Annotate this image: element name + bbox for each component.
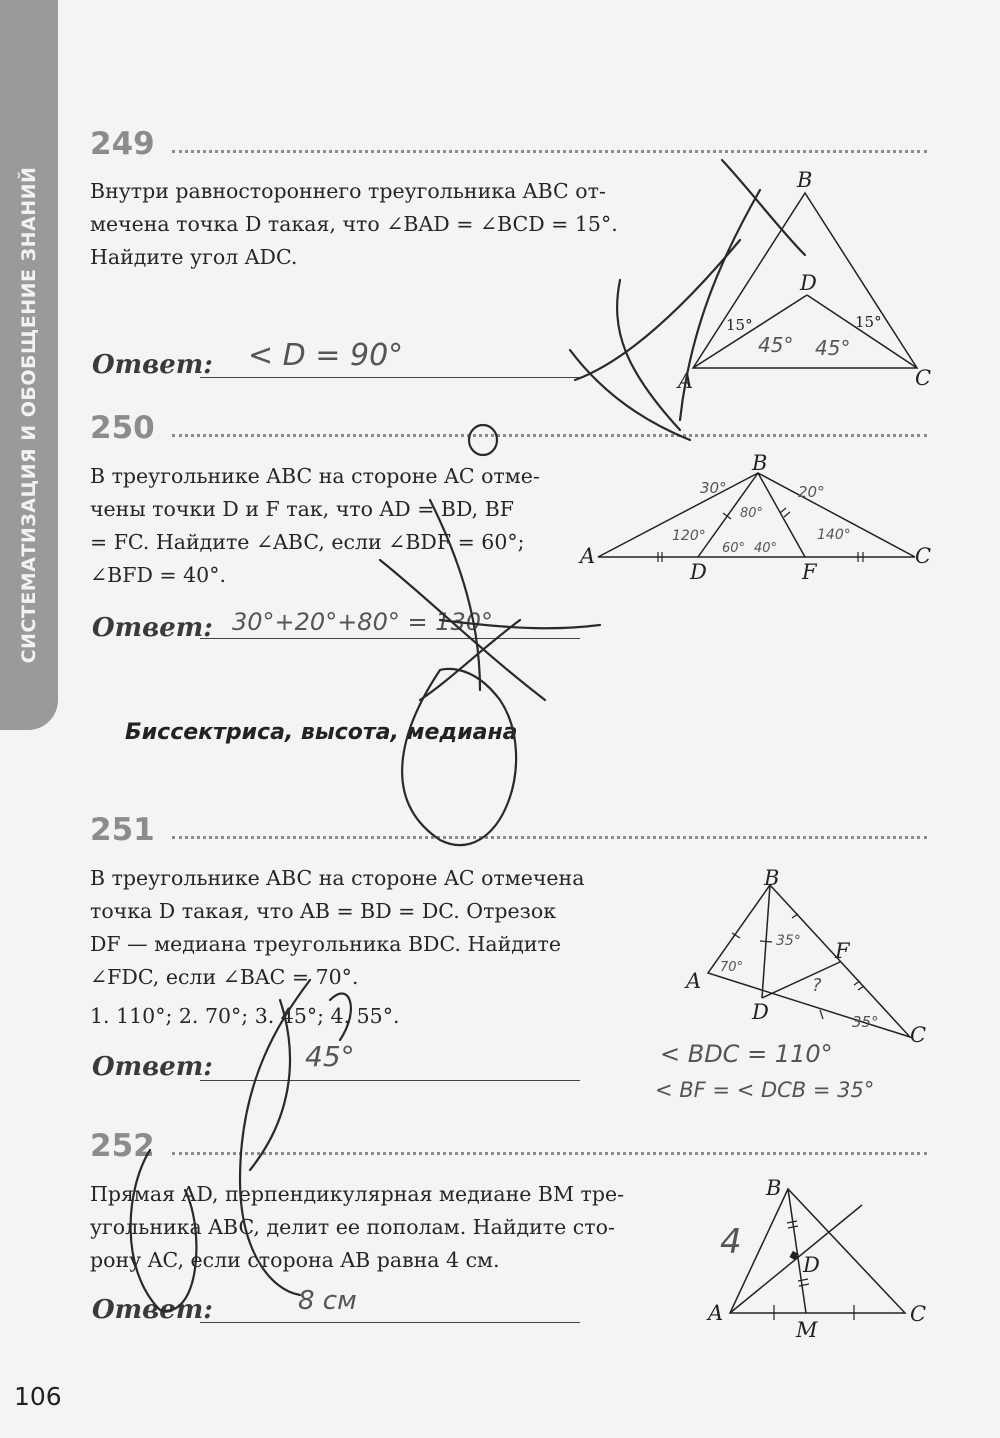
handwritten-mark: 40° (754, 541, 778, 556)
page-number: 106 (14, 1382, 62, 1411)
handwritten-note: < BF = < DCB = 35° (655, 1078, 875, 1102)
handwritten-mark: 120° (672, 528, 706, 544)
handwritten-mark: 30° (700, 479, 727, 497)
handwritten-answer: 45° (305, 1040, 355, 1073)
text-line: угольника ABC, делит ее пополам. Найдите сто- (90, 1215, 615, 1239)
vertex-label: A (686, 969, 702, 993)
text-line: чены точки D и F так, что AD = BD, BF (90, 497, 514, 521)
side-tab-label: СИСТЕМАТИЗАЦИЯ И ОБОБЩЕНИЕ ЗНАНИЙ (18, 166, 40, 664)
handwritten-mark: 35° (852, 1013, 879, 1031)
text-line: точка D такая, что AB = BD = DC. Отрезок (90, 899, 557, 923)
text-line: ∠BFD = 40°. (90, 563, 226, 587)
vertex-label: D (800, 271, 817, 295)
vertex-label: D (803, 1253, 820, 1277)
vertex-label: B (766, 1176, 782, 1200)
problem-number-250: 250 (90, 410, 155, 446)
vertex-label: A (580, 544, 596, 568)
handwritten-answer: 8 см (298, 1286, 357, 1316)
handwritten-mark: 35° (776, 933, 801, 949)
section-title: Биссектриса, высота, медиана (125, 720, 518, 745)
vertex-label: C (910, 1023, 927, 1047)
answer-label: Ответ: (92, 350, 213, 380)
vertex-label: C (915, 544, 932, 568)
vertex-label: A (678, 369, 694, 393)
angle-label: 15° (726, 316, 753, 334)
vertex-label: C (915, 366, 932, 390)
handwritten-mark: 20° (798, 483, 825, 501)
handwritten-mark: 45° (815, 336, 851, 360)
vertex-label: F (802, 560, 817, 584)
text-line: = FC. Найдите ∠ABC, если ∠BDF = 60°; (90, 530, 525, 554)
vertex-label: B (797, 168, 813, 192)
vertex-label: B (764, 866, 780, 890)
answer-label: Ответ: (92, 1052, 213, 1082)
vertex-label: D (752, 1000, 769, 1024)
text-line: Прямая AD, перпендикулярная медиане BM тре- (90, 1182, 625, 1206)
handwritten-mark: 45° (758, 333, 794, 357)
handwritten-mark: 140° (817, 527, 851, 543)
handwritten-mark: 4 (720, 1222, 742, 1262)
vertex-label: C (910, 1302, 927, 1326)
vertex-label: M (796, 1318, 818, 1342)
answer-label: Ответ: (92, 613, 213, 643)
problem-number-249: 249 (90, 126, 155, 162)
vertex-label: A (708, 1301, 724, 1325)
text-line: рону AC, если сторона AB равна 4 см. (90, 1248, 500, 1272)
vertex-label: F (835, 939, 850, 963)
handwritten-answer: 30°+20°+80° = 130° (232, 608, 494, 636)
angle-label: 15° (855, 313, 882, 331)
vertex-label: D (690, 560, 707, 584)
problem-number-252: 252 (90, 1128, 155, 1164)
text-line: мечена точка D такая, что ∠BAD = ∠BCD = 15°. (90, 212, 618, 236)
answer-label: Ответ: (92, 1295, 213, 1325)
vertex-label: B (752, 451, 768, 475)
text-line: В треугольнике ABC на стороне AC отме- (90, 464, 540, 488)
text-line: DF — медиана треугольника BDC. Найдите (90, 932, 561, 956)
handwritten-mark: 70° (720, 960, 744, 975)
handwritten-note: < BDC = 110° (660, 1040, 833, 1068)
handwritten-mark: 60° (722, 541, 746, 556)
text-line: Внутри равностороннего треугольника ABC от- (90, 179, 606, 203)
text-line: ∠FDC, если ∠BAC = 70°. (90, 965, 359, 989)
problem-number-251: 251 (90, 812, 155, 848)
handwritten-mark: 80° (740, 506, 764, 521)
text-line: В треугольнике ABC на стороне AC отмечена (90, 866, 585, 890)
answer-options: 1. 110°; 2. 70°; 3. 45°; 4. 55°. (90, 1004, 400, 1028)
handwritten-mark: ? (812, 975, 822, 996)
handwritten-answer: < D = 90° (248, 338, 404, 373)
text-line: Найдите угол ADC. (90, 245, 298, 269)
